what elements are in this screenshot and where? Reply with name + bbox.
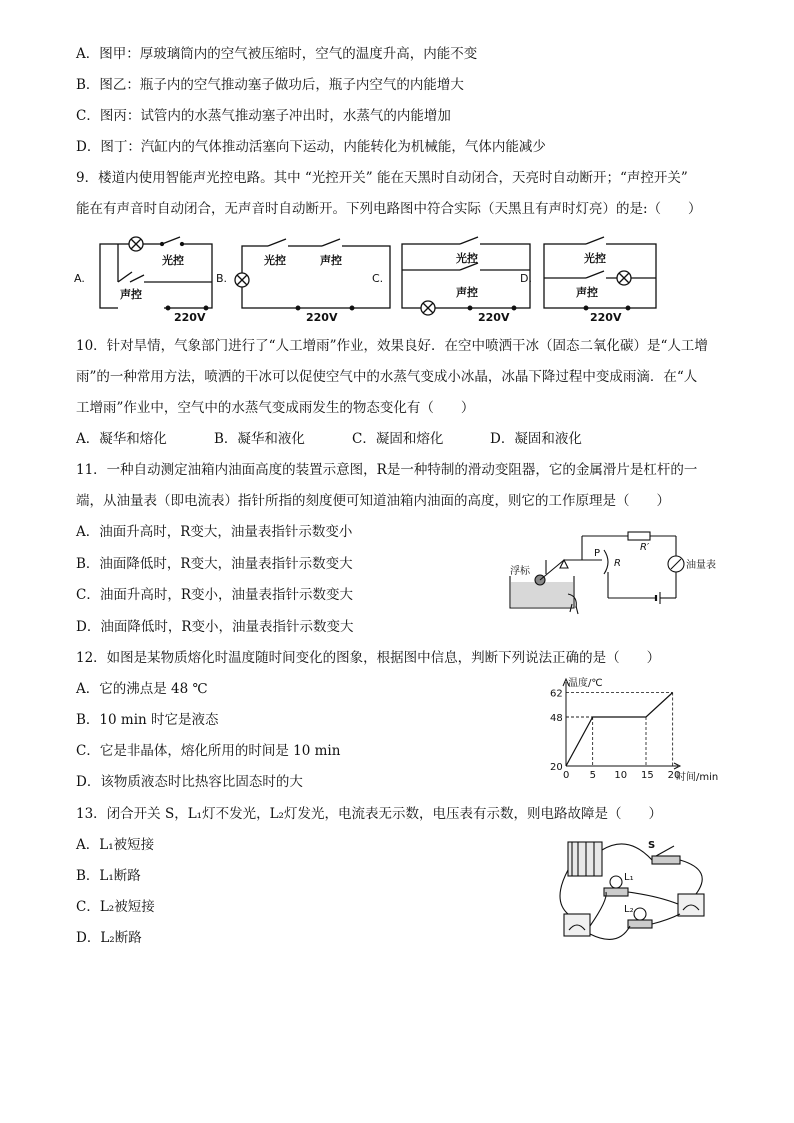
q9-c-light-switch-label: 光控 (456, 252, 478, 265)
q10-option-a: A．凝华和熔化 (76, 431, 167, 447)
q12-option-a: A．它的沸点是 48 ℃ (76, 681, 208, 697)
q11-option-c: C．油面升高时，R变小，油量表指针示数变大 (76, 587, 353, 603)
chart-x-tick-3: 15 (641, 770, 654, 781)
q9-b-light-switch-label: 光控 (264, 254, 286, 267)
q12-option-b: B．10 min 时它是液态 (76, 712, 219, 728)
q10-options-row (76, 429, 582, 449)
q9-a-light-switch-label: 光控 (162, 254, 184, 267)
q8-option-a: A．图甲：厚玻璃筒内的空气被压缩时，空气的温度升高，内能不变 (76, 46, 478, 62)
q11-oil-tank-figure (506, 524, 732, 616)
q11-option-a: A．油面升高时，R变大，油量表指针示数变小 (76, 524, 353, 540)
q9-stem-line2: 能在有声音时自动闭合，无声音时自动断开。下列电路图中符合实际（天黑且有声时灯亮）的是:（ ） (76, 201, 702, 217)
q9-c-sound-switch-label: 声控 (456, 286, 478, 299)
q9-label-d: D. (520, 272, 532, 285)
q8-option-d: D．图丁：汽缸内的气体推动活塞向下运动，内能转化为机械能，气体内能减少 (76, 139, 546, 155)
chart-y-tick-0: 20 (550, 762, 563, 773)
q11-option-d: D．油面降低时，R变小，油量表指针示数变大 (76, 619, 354, 635)
q11-fig-r-label: R (614, 558, 621, 569)
q10-stem-line2: 雨”的一种常用方法，喷洒的干冰可以促使空气中的水蒸气变成小冰晶，冰晶下降过程中变成雨滴．在“人 (76, 369, 698, 385)
q13-fig-l2-label: L₂ (624, 904, 634, 915)
q10-stem-line3: 工增雨”作业中，空气中的水蒸气变成雨发生的物态变化有（ ） (76, 400, 475, 416)
q11-fig-float-label: 浮标 (510, 566, 530, 577)
q10-option-d: D．凝固和液化 (490, 431, 582, 447)
q9-label-b: B. (216, 272, 228, 285)
q12-stem: 12．如图是某物质熔化时温度随时间变化的图象，根据图中信息，判断下列说法正确的是（ ） (76, 650, 661, 666)
q10-stem-line1: 10．针对旱情，气象部门进行了“人工增雨”作业，效果良好．在空中喷洒干冰（固态二氧化碳）是“人工增 (76, 338, 708, 354)
chart-x-label: 时间/min (676, 772, 719, 783)
q12-melting-chart (528, 674, 728, 786)
chart-y-tick-1: 48 (550, 713, 563, 724)
q13-circuit-figure (548, 830, 724, 952)
q13-option-b: B．L₁断路 (76, 868, 141, 884)
q9-stem-line1: 9．楼道内使用智能声光控电路。其中 “光控开关” 能在天黑时自动闭合，天亮时自动断开；“声控开关” (76, 170, 688, 186)
chart-x-tick-2: 10 (614, 770, 628, 781)
chart-y-label: 温度/℃ (568, 678, 603, 689)
q12-option-c: C．它是非晶体，熔化所用的时间是 10 min (76, 743, 341, 759)
q13-fig-l1-label: L₁ (624, 872, 634, 883)
q9-a-sound-switch-label: 声控 (120, 288, 142, 301)
q13-stem: 13．闭合开关 S，L₁灯不发光，L₂灯发光，电流表无示数，电压表有示数，则电路故障是（ ） (76, 806, 662, 822)
q11-stem-line1: 11．一种自动测定油箱内油面高度的装置示意图，R是一种特制的滑动变阻器，它的金属滑片是杠杆的一 (76, 462, 698, 478)
chart-x-tick-4: 20 (667, 770, 681, 781)
q11-option-b: B．油面降低时，R变大，油量表指针示数变大 (76, 556, 353, 572)
q9-b-sound-switch-label: 声控 (320, 254, 342, 267)
q11-fig-p-label: P (594, 548, 601, 559)
switch-icon (652, 856, 680, 864)
q9-d-light-switch-label: 光控 (584, 252, 606, 265)
q12-option-d: D．该物质液态时比热容比固态时的大 (76, 774, 303, 790)
chart-x-tick-1: 5 (589, 770, 597, 781)
q10-option-c: C．凝固和熔化 (352, 431, 444, 447)
q9-label-a: A. (74, 272, 85, 285)
lamp-l2-icon (634, 908, 646, 920)
q13-option-d: D．L₂断路 (76, 930, 142, 946)
q9-circuit-figures (72, 236, 672, 322)
q11-fig-r-prime-label: R′ (640, 542, 650, 553)
q8-option-b: B．图乙：瓶子内的空气推动塞子做功后，瓶子内空气的内能增大 (76, 77, 464, 93)
battery-icon (568, 842, 602, 876)
q8-option-c: C．图丙：试管内的水蒸气推动塞子冲出时，水蒸气的内能增加 (76, 108, 451, 124)
q9-b-voltage: 220V (306, 311, 338, 322)
lamp-l1-icon (610, 876, 622, 888)
q13-option-a: A．L₁被短接 (76, 837, 155, 853)
chart-x-tick-0: 0 (563, 770, 570, 781)
q11-stem-line2: 端，从油量表（即电流表）指针所指的刻度便可知道油箱内油面的高度，则它的工作原理是（ ） (76, 493, 670, 509)
q9-label-c: C. (372, 272, 384, 285)
q9-c-voltage: 220V (478, 311, 510, 322)
q10-option-b: B．凝华和液化 (214, 431, 305, 447)
q9-d-voltage: 220V (590, 311, 622, 322)
chart-series-line-0 (566, 693, 673, 767)
q13-fig-s-label: S (648, 840, 656, 851)
chart-y-tick-2: 62 (550, 688, 563, 700)
q9-d-sound-switch-label: 声控 (576, 286, 598, 299)
q11-fig-meter-label: 油量表 (686, 560, 716, 571)
q9-a-voltage: 220V (174, 311, 206, 322)
q13-option-c: C．L₂被短接 (76, 899, 155, 915)
